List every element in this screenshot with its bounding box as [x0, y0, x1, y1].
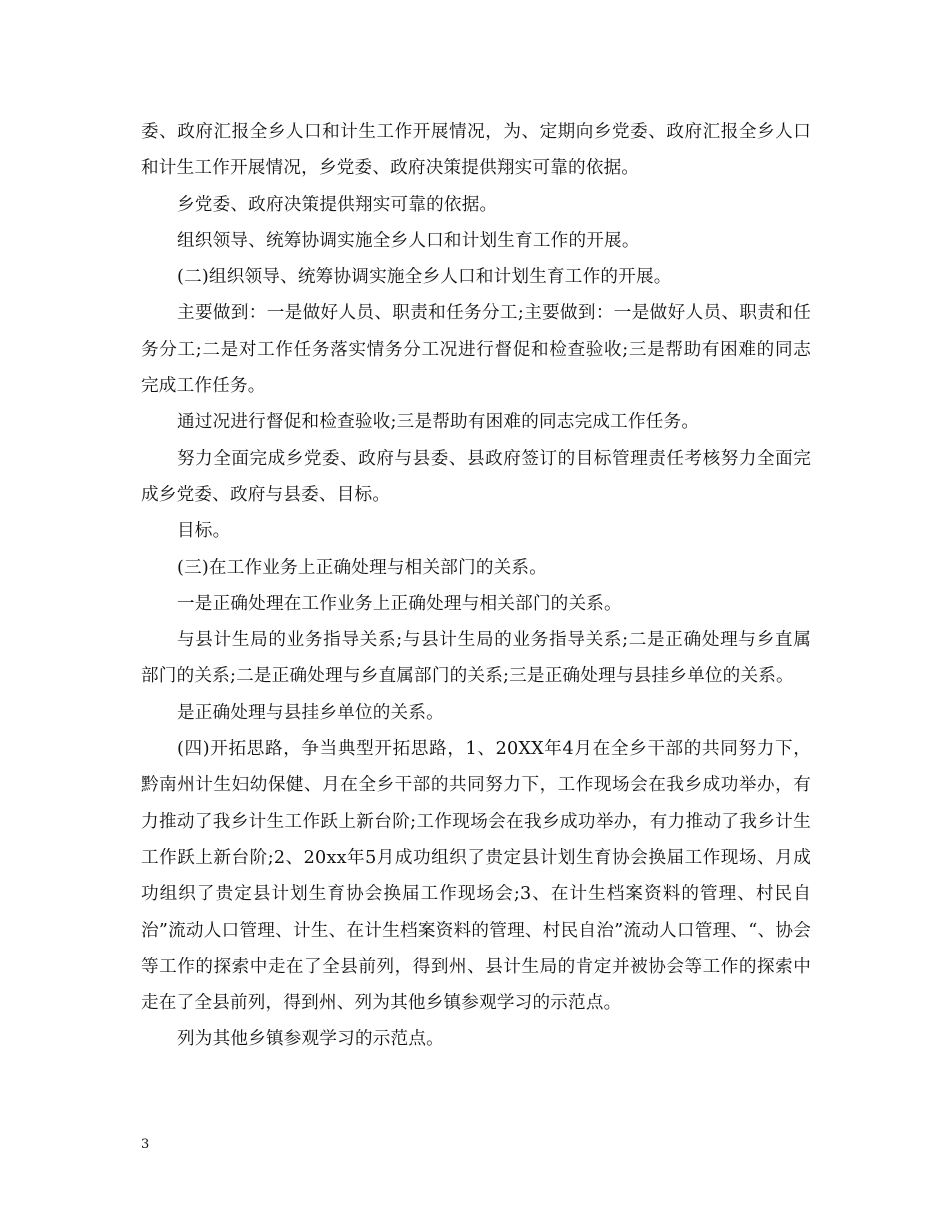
- paragraph: 是正确处理与县挂乡单位的关系。: [177, 702, 444, 723]
- paragraph: 通过况进行督促和检查验收;三是帮助有困难的同志完成工作任务。: [177, 412, 700, 433]
- document-body: [141, 114, 811, 1058]
- section-heading: (四)开拓思路，争当典型开拓思路，1、20XX年4月在全乡干部的共同努力下，黔南州计生妇幼保健、月在全乡干部的共同努力下，工作现场会在我乡成功举办，有力推动了我乡计生工作跃上新台阶;工作现场会在我乡成功举办，有力推动了我乡计生工作跃上新台阶;2、20xx年5月成功组织了贵定县计划生育协会换届工作现场、月成功组织了贵定县计划生育协会换届工作现场会;3、在计生档案资料的管理、村民自治”流动人口管理、计生、在计生档案资料的管理、村民自治”流动人口管理、“、协会等工作的探索中走在了全县前列，得到州、县计生局的肯定并被协会等工作的探索中走在了全县前列，得到州、列为其他乡镇参观学习的示范点。: [141, 739, 811, 1014]
- section-heading: (二)组织领导、统筹协调实施全乡人口和计划生育工作的开展。: [177, 267, 672, 288]
- paragraph: 列为其他乡镇参观学习的示范点。: [177, 1029, 444, 1050]
- paragraph: 目标。: [177, 521, 231, 542]
- paragraph: 乡党委、政府决策提供翔实可靠的依据。: [177, 194, 498, 215]
- page-number: 3: [141, 1137, 150, 1152]
- section-heading: (三)在工作业务上正确处理与相关部门的关系。: [177, 557, 548, 578]
- paragraph: 努力全面完成乡党委、政府与县委、县政府签订的目标管理责任考核努力全面完成乡党委、政府与县委、目标。: [141, 448, 811, 505]
- paragraph: 一是正确处理在工作业务上正确处理与相关部门的关系。: [177, 593, 622, 614]
- paragraph: 组织领导、统筹协调实施全乡人口和计划生育工作的开展。: [177, 230, 640, 251]
- paragraph: 与县计生局的业务指导关系;与县计生局的业务指导关系;二是正确处理与乡直属部门的关系;二是正确处理与乡直属部门的关系;三是正确处理与县挂乡单位的关系。: [141, 630, 811, 687]
- paragraph: 委、政府汇报全乡人口和计生工作开展情况，为、定期向乡党委、政府汇报全乡人口和计生工作开展情况，乡党委、政府决策提供翔实可靠的依据。: [141, 122, 811, 179]
- paragraph: 主要做到：一是做好人员、职责和任务分工;主要做到：一是做好人员、职责和任务分工;二是对工作任务落实情务分工况进行督促和检查验收;三是帮助有困难的同志完成工作任务。: [141, 303, 811, 397]
